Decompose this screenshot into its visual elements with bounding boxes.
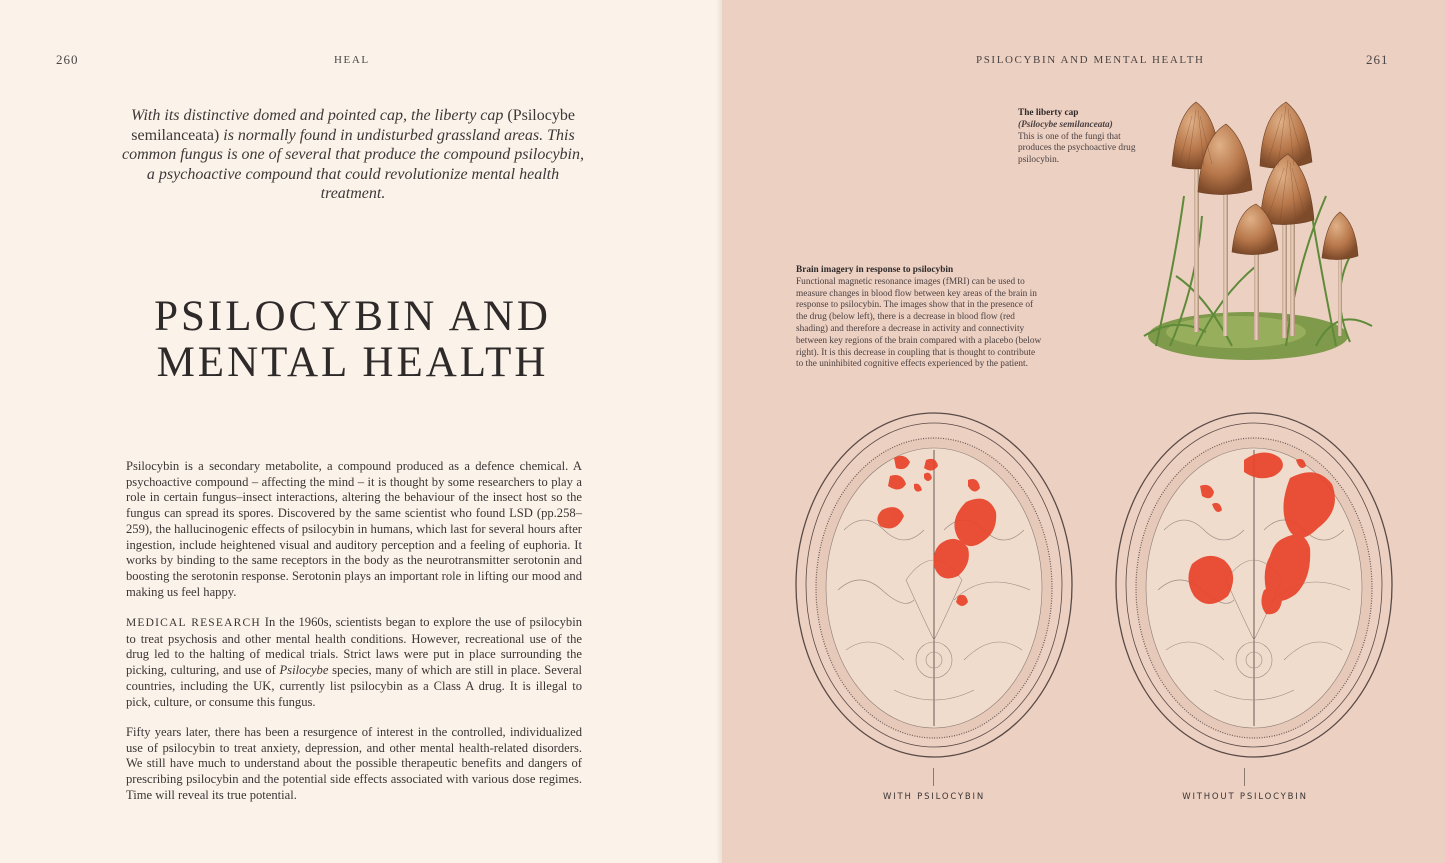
mushroom-caption-text: This is one of the fungi that produces the psychoactive drug psilocybin. xyxy=(1018,131,1136,166)
mushroom-caption-latin: (Psilocybe semilanceata) xyxy=(1018,119,1113,130)
paragraph-2-text-b: species, many of which are still in place. Several countries, including the UK, currently list psilocybin as a Class A drug. It is illegal to pick, culture, or consume this fungus. xyxy=(126,663,583,709)
label-with-psilocybin: WITH PSILOCYBIN xyxy=(882,792,986,802)
body-paragraph-2 xyxy=(126,615,582,710)
paragraph-2-italic-genus: Psilocybe xyxy=(279,663,329,678)
brain-caption-text: Functional magnetic resonance images (fMRI) can be used to measure changes in blood flow between key areas of the brain in response to psilocybin. The images show that in the presence of the drug (below left), there is a decrease in blood flow (red shading) and therefore a decrease in activity and connectivity between key regions of the brain compared with a placebo (below right). It is this decrease in coupling that is thought to contribute to the uninhibited cognitive effects experienced by the patient. xyxy=(796,276,1042,370)
label-leader-line-without xyxy=(1244,768,1245,786)
title-line-2: MENTAL HEALTH xyxy=(156,339,549,386)
mushroom-caption-title: The liberty cap xyxy=(1018,108,1079,118)
brain-caption-title: Brain imagery in response to psilocybin xyxy=(796,265,954,275)
mushroom-caption xyxy=(1018,108,1146,167)
intro-latin-name: (Psilocybe semilanceata) xyxy=(131,107,575,144)
brain-scan-without-psilocybin xyxy=(1114,410,1394,760)
intro-paragraph xyxy=(118,106,588,204)
liberty-cap-illustration xyxy=(1136,96,1376,368)
brain-caption xyxy=(796,265,1042,371)
body-paragraph-1: Psilocybin is a secondary metabolite, a compound produced as a defence chemical. A psychoactive compound – affecting the mind – it is thought by some researchers to play a role in certain fungus–insect interactions, altering the behaviour of the insect host so the fungus can spread its spores. Discovered by the same scientist who found LSD (pp.258–259), the hallucinogenic effects of psilocybin in humans, which last for several hours after ingestion, include heightened visual and auditory perception and a feeling of euphoria. It works by binding to the same receptors in the body as the neurotransmitter serotonin and boosting the serotonin response. Serotonin plays an important role in lifting our mood and making us feel happy. xyxy=(126,459,582,599)
running-head-right: PSILOCYBIN AND MENTAL HEALTH xyxy=(976,54,1205,66)
title-line-1: PSILOCYBIN AND xyxy=(154,293,551,340)
body-paragraph-3: Fifty years later, there has been a resurgence of interest in the controlled, individualized use of psilocybin to treat anxiety, depression, and other mental health-related disorders. We still have much to understand about the possible therapeutic benefits and dangers of prescribing psilocybin and the potential side effects associated with various dose regimes. Time will reveal its true potential. xyxy=(126,725,582,802)
intro-part1: With its distinctive domed and pointed cap, the liberty cap xyxy=(131,107,504,124)
paragraph-2-text-a: In the 1960s, scientists began to explore the use of psilocybin to treat psychosis and other mental health conditions. However, recreational use of the drug led to the halting of medical trials. Strict laws were put in place surrounding the picking, culturing, and use of xyxy=(126,615,582,678)
running-head-left: HEAL xyxy=(334,54,370,66)
intro-part3: is normally found in undisturbed grassland areas. This common fungus is one of several that produce the compound psilocybin, a psychoactive compound that could revolutionize mental health treatment. xyxy=(122,126,584,203)
page-number-left: 260 xyxy=(56,52,79,67)
chapter-title xyxy=(100,294,605,386)
section-heading-medical-research: MEDICAL RESEARCH xyxy=(126,617,261,629)
label-without-psilocybin: WITHOUT PSILOCYBIN xyxy=(1182,792,1308,802)
right-page xyxy=(722,0,1445,863)
label-leader-line-with xyxy=(933,768,934,786)
left-page xyxy=(0,0,722,863)
brain-scan-with-psilocybin xyxy=(794,410,1074,760)
page-number-right: 261 xyxy=(1366,52,1389,67)
